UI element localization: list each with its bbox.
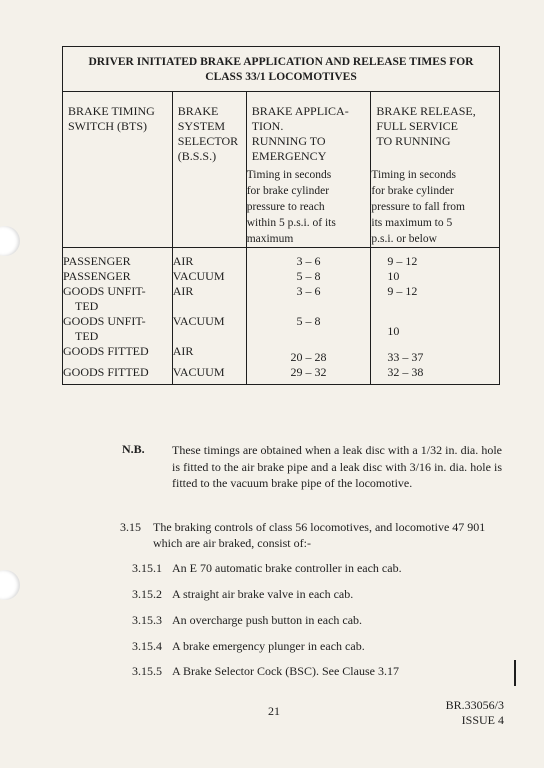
table-title: DRIVER INITIATED BRAKE APPLICATION AND RELEASE TIMES FOR CLASS 33/1 LOCOMOTIVES: [63, 47, 500, 92]
punch-hole-top: [0, 226, 20, 256]
item-text: A straight air brake valve in each cab.: [172, 587, 354, 601]
item-number: 3.15.5: [132, 664, 162, 678]
table-row: PASSENGER VACUUM 5 – 8 10: [63, 269, 500, 284]
item-text: An E 70 automatic brake controller in each cab.: [172, 561, 402, 575]
table-header-row: [63, 92, 500, 168]
page-number: 21: [268, 704, 280, 718]
item-number: 3.15.2: [132, 587, 162, 601]
table-row: GOODS UNFIT- TED VACUUM 5 – 8 10: [63, 314, 500, 344]
document-reference: [434, 698, 504, 728]
clause-text: The braking controls of class 56 locomotives, and locomotive 47 901 which are air braked, consist of:-: [153, 520, 486, 550]
table-row: GOODS UNFIT- TED AIR 3 – 6 9 – 12: [63, 284, 500, 314]
table-row: GOODS FITTED AIR 20 – 28 33 – 37: [63, 344, 500, 365]
table-row: PASSENGER AIR 3 – 6 9 – 12: [63, 248, 500, 270]
subheader-release-timing: Timing in seconds for brake cylinder pressure to fall from its maximum to 5 p.s.i. or below: [371, 167, 500, 248]
note-text: These timings are obtained when a leak disc with a 1/32 in. dia. hole is fitted to the air brake pipe and a leak disc with 3/16 in. dia. hole is fitted to the vacuum brake pipe of the locomotive.: [172, 443, 502, 490]
item-number: 3.15.3: [132, 613, 162, 627]
doc-issue: ISSUE 4: [461, 713, 504, 727]
header-brake-system-selector: BRAKE SYSTEM SELECTOR (B.S.S.): [172, 92, 246, 168]
doc-ref-number: BR.33056/3: [445, 698, 504, 712]
item-text: A brake emergency plunger in each cab.: [172, 639, 365, 653]
item-text: A Brake Selector Cock (BSC). See Clause 3.17: [172, 664, 399, 678]
header-brake-timing-switch: BRAKE TIMING SWITCH (BTS): [63, 92, 173, 168]
header-brake-release: BRAKE RELEASE, FULL SERVICE TO RUNNING: [371, 92, 500, 168]
header-brake-application: BRAKE APPLICA- TION. RUNNING TO EMERGENCY: [246, 92, 371, 168]
table-subheader-row: [63, 167, 500, 248]
margin-mark: [514, 660, 516, 686]
item-text: An overcharge push button in each cab.: [172, 613, 363, 627]
punch-hole-bottom: [0, 570, 20, 600]
note-label: N.B.: [122, 442, 145, 456]
item-number: 3.15.1: [132, 561, 162, 575]
clause-number: 3.15: [120, 520, 141, 534]
table-row: GOODS FITTED VACUUM 29 – 32 32 – 38: [63, 365, 500, 385]
item-number: 3.15.4: [132, 639, 162, 653]
subheader-application-timing: Timing in seconds for brake cylinder pressure to reach within 5 p.s.i. of its maximum: [246, 167, 371, 248]
brake-times-table: [62, 46, 500, 385]
